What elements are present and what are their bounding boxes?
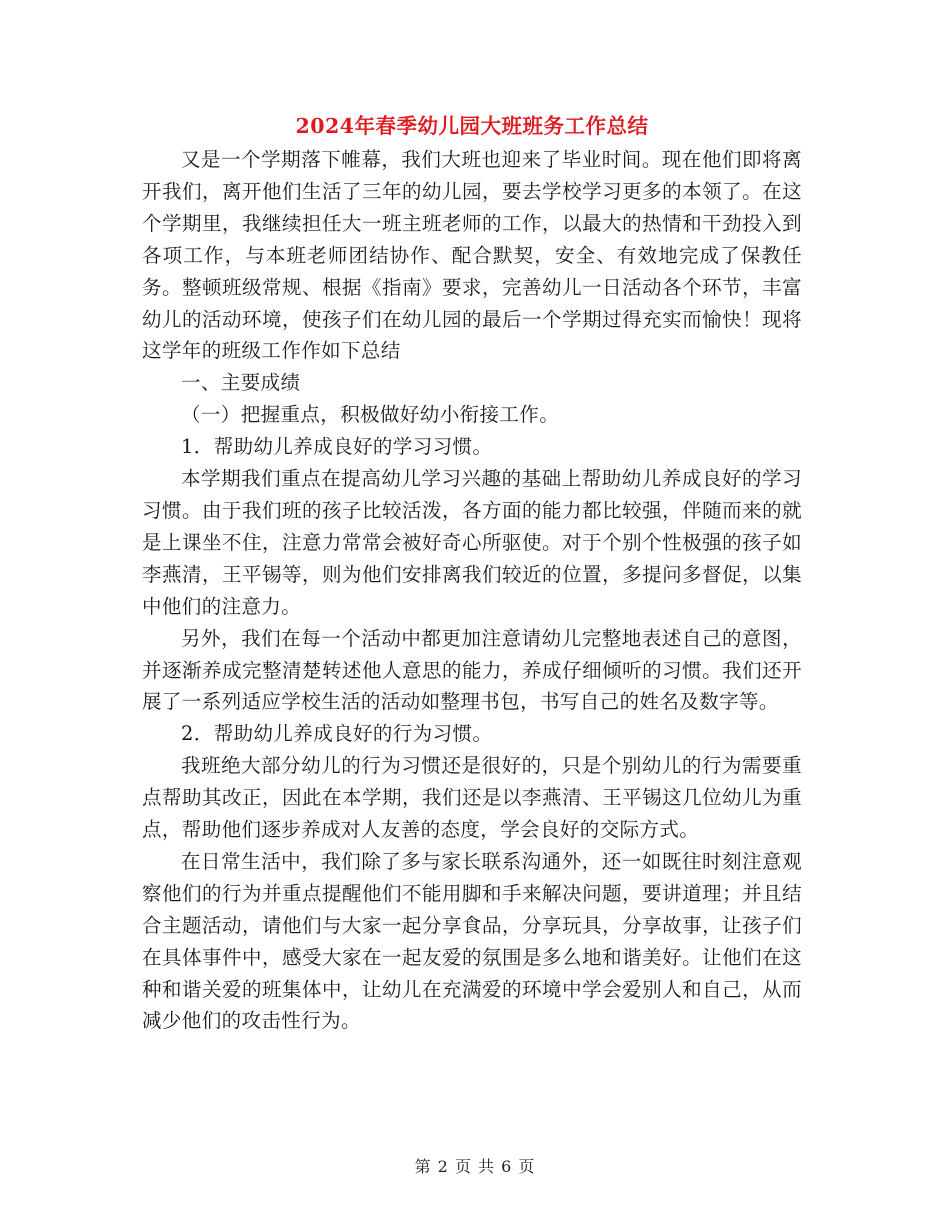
paragraph-intro: 又是一个学期落下帷幕，我们大班也迎来了毕业时间。现在他们即将离开我们，离开他们生活了三年的幼儿园，要去学校学习更多的本领了。在这个学期里，我继续担任大一班主班老师的工作，以最大的热情和干劲投入到各项工作，与本班老师团结协作、配合默契，安全、有效地完成了保教任务。整顿班级常规、根据《指南》要求，完善幼儿一日活动各个环节，丰富幼儿的活动环境，使孩子们在幼儿园的最后一个学期过得充实而愉快！现将这学年的班级工作作如下总结 (142, 148, 802, 363)
item-heading-behavior-habits: 2．帮助幼儿养成良好的行为习惯。 (181, 722, 493, 746)
subsection-heading-transition: （一）把握重点，积极做好幼小衔接工作。 (181, 403, 560, 427)
document-page (142, 112, 802, 1037)
paragraph-study-habits: 本学期我们重点在提高幼儿学习兴趣的基础上帮助幼儿养成良好的学习习惯。由于我们班的孩子比较活泼，各方面的能力都比较强，伴随而来的就是上课坐不住，注意力常常会被好奇心所驱使。对于个别个性极强的孩子如李燕清，王平锡等，则为他们安排离我们较近的位置，多提问多督促，以集中他们的注意力。 (142, 467, 802, 618)
page-number-footer: 第 2 页 共 6 页 (414, 1157, 536, 1176)
paragraph-expression-listening: 另外，我们在每一个活动中都更加注意请幼儿完整地表述自己的意图，并逐渐养成完整清楚转述他人意思的能力，养成仔细倾听的习惯。我们还开展了一系列适应学校生活的活动如整理书包，书写自己的姓名及数字等。 (142, 626, 802, 714)
section-heading-main-achievements: 一、主要成绩 (181, 371, 301, 395)
paragraph-daily-life: 在日常生活中，我们除了多与家长联系沟通外，还一如既往时刻注意观察他们的行为并重点提醒他们不能用脚和手来解决问题，要讲道理；并且结合主题活动，请他们与大家一起分享食品，分享玩具，分享故事，让孩子们在具体事件中，感受大家在一起友爱的氛围是多么地和谐美好。让他们在这种和谐关爱的班集体中，让幼儿在充满爱的环境中学会爱别人和自己，从而减少他们的攻击性行为。 (142, 849, 802, 1033)
item-heading-study-habits: 1．帮助幼儿养成良好的学习习惯。 (181, 435, 493, 459)
paragraph-behavior-habits: 我班绝大部分幼儿的行为习惯还是很好的，只是个别幼儿的行为需要重点帮助其改正，因此在本学期，我们还是以李燕清、王平锡这几位幼儿为重点，帮助他们逐步养成对人友善的态度，学会良好的交际方式。 (142, 754, 802, 842)
document-title: 2024年春季幼儿园大班班务工作总结 (295, 114, 649, 138)
